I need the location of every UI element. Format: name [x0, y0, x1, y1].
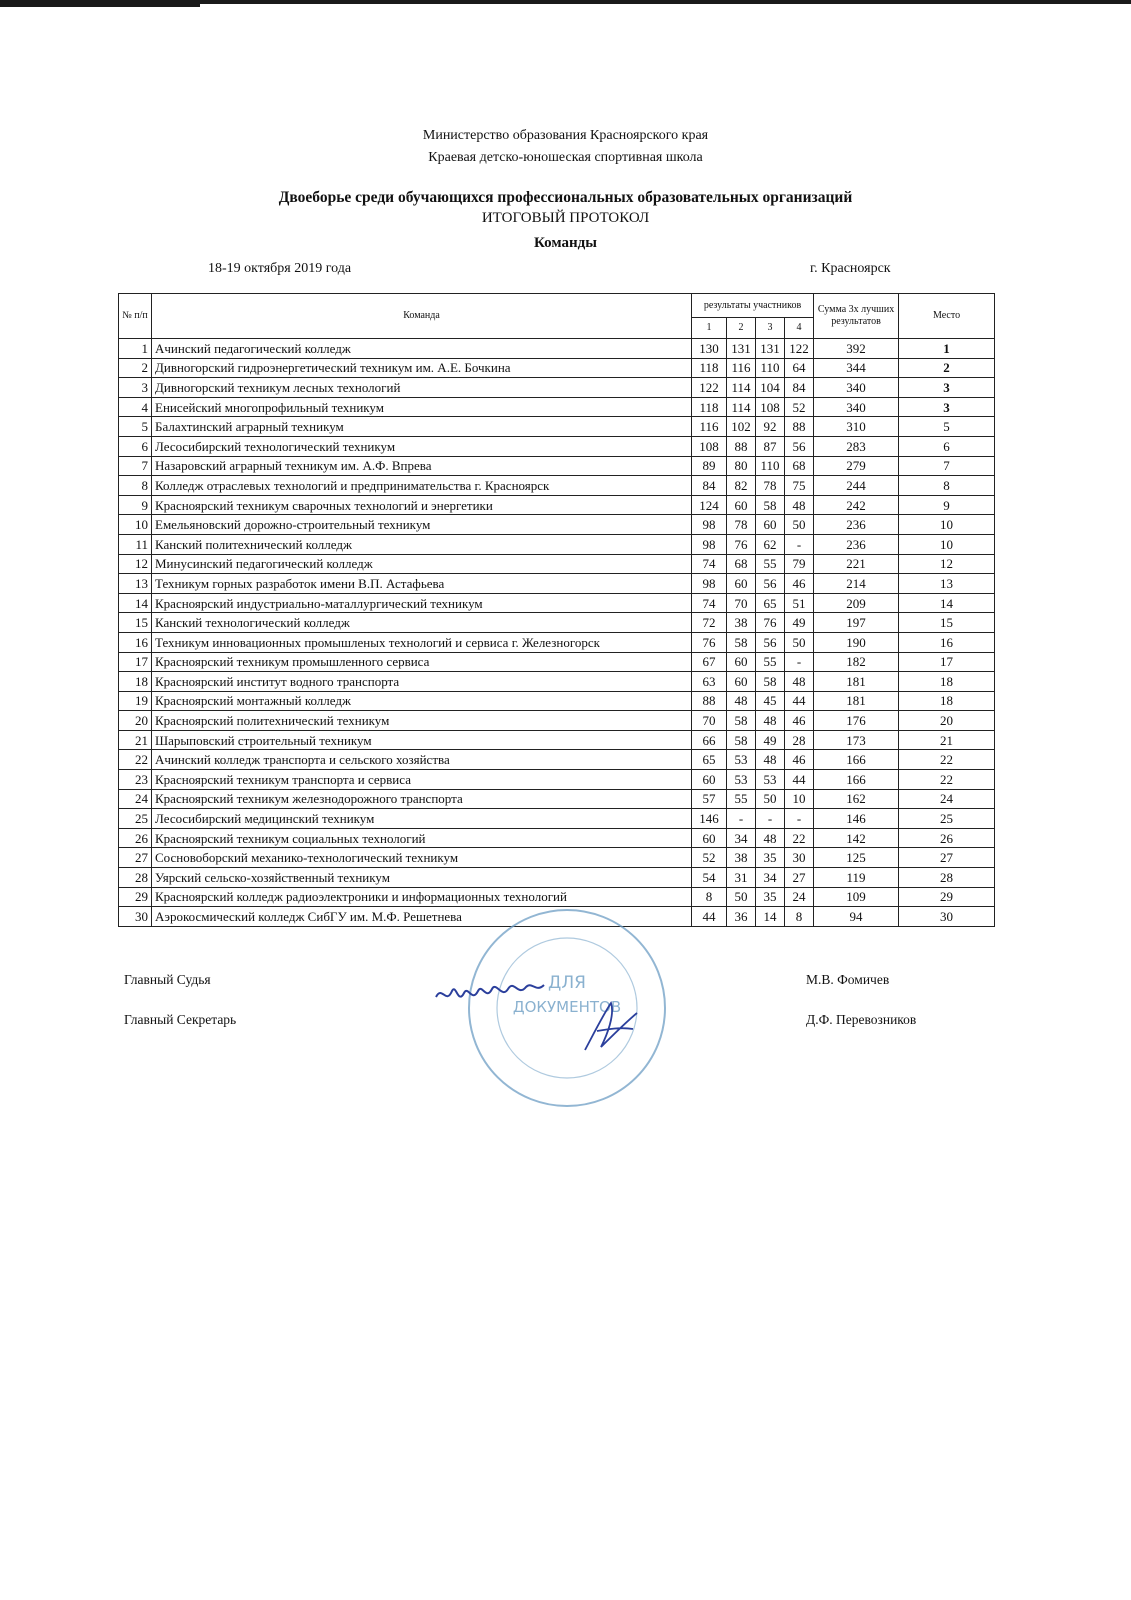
result-4: 49	[785, 613, 814, 633]
table-row	[119, 436, 995, 456]
result-2: 78	[727, 515, 756, 535]
team-name: Красноярский монтажный колледж	[152, 691, 692, 711]
team-name: Красноярский институт водного транспорта	[152, 672, 692, 692]
result-3: 34	[756, 868, 785, 888]
table-row	[119, 593, 995, 613]
result-2: 55	[727, 789, 756, 809]
row-number: 26	[119, 828, 152, 848]
result-1: 108	[692, 436, 727, 456]
table-row	[119, 848, 995, 868]
result-1: 63	[692, 672, 727, 692]
team-name: Балахтинский аграрный техникум	[152, 417, 692, 437]
result-4: 79	[785, 554, 814, 574]
category-title: Команды	[534, 235, 597, 251]
table-row	[119, 554, 995, 574]
event-title: Двоеборье среди обучающихся профессиональных образовательных организаций	[278, 189, 853, 206]
place: 22	[899, 750, 995, 770]
table-row	[119, 652, 995, 672]
result-3: 92	[756, 417, 785, 437]
team-name: Ачинский колледж транспорта и сельского хозяйства	[152, 750, 692, 770]
result-1: 84	[692, 476, 727, 496]
result-3: 45	[756, 691, 785, 711]
result-3: 50	[756, 789, 785, 809]
result-4: -	[785, 534, 814, 554]
result-1: 44	[692, 907, 727, 927]
result-3: 55	[756, 652, 785, 672]
result-2: 36	[727, 907, 756, 927]
result-2: 60	[727, 672, 756, 692]
sum-best-three: 209	[814, 593, 899, 613]
result-4: 50	[785, 632, 814, 652]
result-1: 130	[692, 339, 727, 359]
result-3: 48	[756, 828, 785, 848]
result-1: 124	[692, 495, 727, 515]
table-row	[119, 750, 995, 770]
result-2: 53	[727, 750, 756, 770]
team-name: Енисейский многопрофильный техникум	[152, 397, 692, 417]
sum-best-three: 244	[814, 476, 899, 496]
place: 18	[899, 691, 995, 711]
svg-text:ДОКУМЕНТОВ: ДОКУМЕНТОВ	[512, 998, 622, 1016]
table-row	[119, 868, 995, 888]
chief-judge-title: Главный Судья	[124, 972, 211, 987]
result-2: 102	[727, 417, 756, 437]
row-number: 25	[119, 809, 152, 829]
team-name: Колледж отраслевых технологий и предпринимательства г. Красноярск	[152, 476, 692, 496]
team-name: Красноярский индустриально-маталлургический техникум	[152, 593, 692, 613]
result-1: 88	[692, 691, 727, 711]
team-name: Красноярский колледж радиоэлектроники и информационных технологий	[152, 887, 692, 907]
sum-best-three: 125	[814, 848, 899, 868]
row-number: 19	[119, 691, 152, 711]
table-row	[119, 515, 995, 535]
result-1: 118	[692, 397, 727, 417]
result-2: 38	[727, 848, 756, 868]
team-name: Красноярский техникум промышленного сервиса	[152, 652, 692, 672]
result-3: 48	[756, 711, 785, 731]
col-header-results: результаты участников	[692, 294, 814, 318]
row-number: 8	[119, 476, 152, 496]
table-row	[119, 789, 995, 809]
result-4: 56	[785, 436, 814, 456]
sum-best-three: 310	[814, 417, 899, 437]
col-header-p2: 2	[727, 318, 756, 339]
result-4: 51	[785, 593, 814, 613]
result-4: 24	[785, 887, 814, 907]
result-4: 28	[785, 730, 814, 750]
team-name: Дивногорский гидроэнергетический техникум им. А.Е. Бочкина	[152, 358, 692, 378]
team-name: Шарыповский строительный техникум	[152, 730, 692, 750]
team-name: Красноярский техникум социальных технологий	[152, 828, 692, 848]
result-4: 64	[785, 358, 814, 378]
result-2: 114	[727, 378, 756, 398]
row-number: 3	[119, 378, 152, 398]
result-3: 110	[756, 456, 785, 476]
result-4: 75	[785, 476, 814, 496]
sum-best-three: 176	[814, 711, 899, 731]
row-number: 17	[119, 652, 152, 672]
sum-best-three: 340	[814, 397, 899, 417]
col-header-sum: Сумма 3х лучших результатов	[814, 294, 899, 339]
table-row	[119, 574, 995, 594]
result-4: 48	[785, 672, 814, 692]
sum-best-three: 236	[814, 515, 899, 535]
place: 20	[899, 711, 995, 731]
result-3: 58	[756, 672, 785, 692]
team-name: Емельяновский дорожно-строительный техникум	[152, 515, 692, 535]
sum-best-three: 109	[814, 887, 899, 907]
team-name: Красноярский техникум железнодорожного транспорта	[152, 789, 692, 809]
sum-best-three: 119	[814, 868, 899, 888]
table-row	[119, 711, 995, 731]
result-3: 58	[756, 495, 785, 515]
row-number: 15	[119, 613, 152, 633]
place: 5	[899, 417, 995, 437]
sum-best-three: 146	[814, 809, 899, 829]
result-2: 53	[727, 770, 756, 790]
result-2: 82	[727, 476, 756, 496]
row-number: 29	[119, 887, 152, 907]
team-name: Техникум инновационных промышленых технологий и сервиса г. Железногорск	[152, 632, 692, 652]
place: 26	[899, 828, 995, 848]
row-number: 27	[119, 848, 152, 868]
result-1: 60	[692, 828, 727, 848]
team-name: Аэрокосмический колледж СибГУ им. М.Ф. Решетнева	[152, 907, 692, 927]
result-3: 14	[756, 907, 785, 927]
row-number: 24	[119, 789, 152, 809]
row-number: 14	[119, 593, 152, 613]
event-date: 18-19 октября 2019 года	[208, 261, 352, 276]
sum-best-three: 181	[814, 672, 899, 692]
place: 21	[899, 730, 995, 750]
scan-edge	[0, 0, 1131, 30]
result-2: 60	[727, 495, 756, 515]
sum-best-three: 236	[814, 534, 899, 554]
result-1: 54	[692, 868, 727, 888]
place: 22	[899, 770, 995, 790]
place: 2	[899, 358, 995, 378]
result-2: 58	[727, 711, 756, 731]
result-2: 58	[727, 632, 756, 652]
row-number: 2	[119, 358, 152, 378]
result-3: 48	[756, 750, 785, 770]
sum-best-three: 344	[814, 358, 899, 378]
result-1: 66	[692, 730, 727, 750]
table-row	[119, 495, 995, 515]
row-number: 23	[119, 770, 152, 790]
table-row	[119, 339, 995, 359]
row-number: 9	[119, 495, 152, 515]
event-city: г. Красноярск	[810, 261, 891, 276]
result-3: 62	[756, 534, 785, 554]
results-body	[119, 339, 995, 927]
row-number: 10	[119, 515, 152, 535]
result-1: 57	[692, 789, 727, 809]
sum-best-three: 182	[814, 652, 899, 672]
place: 9	[899, 495, 995, 515]
result-1: 76	[692, 632, 727, 652]
result-3: 78	[756, 476, 785, 496]
result-3: 56	[756, 632, 785, 652]
place: 14	[899, 593, 995, 613]
sum-best-three: 142	[814, 828, 899, 848]
row-number: 7	[119, 456, 152, 476]
result-3: 35	[756, 887, 785, 907]
col-header-p1: 1	[692, 318, 727, 339]
result-3: 55	[756, 554, 785, 574]
row-number: 21	[119, 730, 152, 750]
ministry-name: Министерство образования Красноярского края	[422, 128, 709, 143]
result-2: 38	[727, 613, 756, 633]
result-3: 104	[756, 378, 785, 398]
result-4: 50	[785, 515, 814, 535]
result-4: 84	[785, 378, 814, 398]
table-row	[119, 691, 995, 711]
result-3: 87	[756, 436, 785, 456]
protocol-title: ИТОГОВЫЙ ПРОТОКОЛ	[481, 210, 650, 226]
place: 29	[899, 887, 995, 907]
result-2: 88	[727, 436, 756, 456]
team-name: Красноярский техникум транспорта и сервиса	[152, 770, 692, 790]
result-4: 22	[785, 828, 814, 848]
row-number: 12	[119, 554, 152, 574]
col-header-place: Место	[899, 294, 995, 339]
result-2: 48	[727, 691, 756, 711]
result-2: -	[727, 809, 756, 829]
team-name: Уярский сельско-хозяйственный техникум	[152, 868, 692, 888]
result-1: 67	[692, 652, 727, 672]
place: 28	[899, 868, 995, 888]
result-2: 31	[727, 868, 756, 888]
result-1: 74	[692, 593, 727, 613]
place: 8	[899, 476, 995, 496]
place: 15	[899, 613, 995, 633]
result-3: 60	[756, 515, 785, 535]
sum-best-three: 279	[814, 456, 899, 476]
row-number: 4	[119, 397, 152, 417]
result-2: 70	[727, 593, 756, 613]
place: 25	[899, 809, 995, 829]
sum-best-three: 283	[814, 436, 899, 456]
result-3: 53	[756, 770, 785, 790]
place: 3	[899, 378, 995, 398]
judge-signature	[432, 975, 562, 1015]
result-4: -	[785, 809, 814, 829]
result-3: 65	[756, 593, 785, 613]
team-name: Красноярский техникум сварочных технологий и энергетики	[152, 495, 692, 515]
row-number: 22	[119, 750, 152, 770]
team-name: Ачинский педагогический колледж	[152, 339, 692, 359]
table-row	[119, 632, 995, 652]
row-number: 28	[119, 868, 152, 888]
team-name: Канский технологический колледж	[152, 613, 692, 633]
result-3: 131	[756, 339, 785, 359]
result-2: 131	[727, 339, 756, 359]
row-number: 11	[119, 534, 152, 554]
table-row	[119, 397, 995, 417]
result-1: 70	[692, 711, 727, 731]
col-header-team: Команда	[152, 294, 692, 339]
chief-secretary-title: Главный Секретарь	[124, 1012, 237, 1027]
sum-best-three: 162	[814, 789, 899, 809]
result-2: 58	[727, 730, 756, 750]
result-4: 122	[785, 339, 814, 359]
results-table	[118, 293, 995, 927]
result-4: 8	[785, 907, 814, 927]
sum-best-three: 166	[814, 750, 899, 770]
result-2: 34	[727, 828, 756, 848]
team-name: Техникум горных разработок имени В.П. Астафьева	[152, 574, 692, 594]
place: 16	[899, 632, 995, 652]
svg-text:ДЛЯ: ДЛЯ	[548, 973, 586, 993]
table-row	[119, 730, 995, 750]
result-4: 88	[785, 417, 814, 437]
result-2: 116	[727, 358, 756, 378]
col-header-p4: 4	[785, 318, 814, 339]
result-1: 8	[692, 887, 727, 907]
result-1: 118	[692, 358, 727, 378]
team-name: Сосновоборский механико-технологический техникум	[152, 848, 692, 868]
result-1: 74	[692, 554, 727, 574]
result-4: 44	[785, 770, 814, 790]
row-number: 18	[119, 672, 152, 692]
result-4: -	[785, 652, 814, 672]
result-2: 68	[727, 554, 756, 574]
result-2: 76	[727, 534, 756, 554]
result-4: 30	[785, 848, 814, 868]
sum-best-three: 242	[814, 495, 899, 515]
place: 17	[899, 652, 995, 672]
result-1: 98	[692, 534, 727, 554]
place: 10	[899, 534, 995, 554]
secretary-signature	[575, 995, 645, 1060]
school-name: Краевая детско-юношеская спортивная школа	[428, 150, 703, 165]
result-4: 46	[785, 711, 814, 731]
result-3: 49	[756, 730, 785, 750]
sum-best-three: 190	[814, 632, 899, 652]
sum-best-three: 214	[814, 574, 899, 594]
place: 24	[899, 789, 995, 809]
result-1: 98	[692, 515, 727, 535]
result-3: 110	[756, 358, 785, 378]
table-row	[119, 828, 995, 848]
result-4: 27	[785, 868, 814, 888]
table-row	[119, 358, 995, 378]
result-1: 52	[692, 848, 727, 868]
result-4: 68	[785, 456, 814, 476]
row-number: 1	[119, 339, 152, 359]
result-4: 10	[785, 789, 814, 809]
place: 30	[899, 907, 995, 927]
team-name: Лесосибирский медицинский техникум	[152, 809, 692, 829]
place: 1	[899, 339, 995, 359]
result-2: 60	[727, 574, 756, 594]
sum-best-three: 173	[814, 730, 899, 750]
result-1: 116	[692, 417, 727, 437]
team-name: Назаровский аграрный техникум им. А.Ф. Впрева	[152, 456, 692, 476]
result-1: 89	[692, 456, 727, 476]
row-number: 20	[119, 711, 152, 731]
row-number: 6	[119, 436, 152, 456]
table-row	[119, 613, 995, 633]
team-name: Дивногорский техникум лесных технологий	[152, 378, 692, 398]
row-number: 5	[119, 417, 152, 437]
result-2: 60	[727, 652, 756, 672]
table-row	[119, 378, 995, 398]
result-3: 56	[756, 574, 785, 594]
result-1: 98	[692, 574, 727, 594]
result-4: 46	[785, 750, 814, 770]
sum-best-three: 166	[814, 770, 899, 790]
table-row	[119, 887, 995, 907]
table-row	[119, 809, 995, 829]
result-3: 35	[756, 848, 785, 868]
result-1: 122	[692, 378, 727, 398]
sum-best-three: 340	[814, 378, 899, 398]
result-4: 48	[785, 495, 814, 515]
result-4: 52	[785, 397, 814, 417]
result-1: 60	[692, 770, 727, 790]
sum-best-three: 221	[814, 554, 899, 574]
sum-best-three: 392	[814, 339, 899, 359]
result-4: 44	[785, 691, 814, 711]
sum-best-three: 94	[814, 907, 899, 927]
place: 10	[899, 515, 995, 535]
sum-best-three: 181	[814, 691, 899, 711]
place: 12	[899, 554, 995, 574]
place: 7	[899, 456, 995, 476]
chief-judge-name: М.В. Фомичев	[806, 972, 890, 987]
place: 27	[899, 848, 995, 868]
col-header-p3: 3	[756, 318, 785, 339]
result-2: 80	[727, 456, 756, 476]
row-number: 13	[119, 574, 152, 594]
chief-secretary-name: Д.Ф. Перевозников	[806, 1012, 917, 1027]
result-1: 65	[692, 750, 727, 770]
table-row	[119, 534, 995, 554]
team-name: Лесосибирский технологический техникум	[152, 436, 692, 456]
place: 6	[899, 436, 995, 456]
result-3: -	[756, 809, 785, 829]
place: 13	[899, 574, 995, 594]
result-2: 50	[727, 887, 756, 907]
table-row	[119, 417, 995, 437]
team-name: Красноярский политехнический техникум	[152, 711, 692, 731]
result-1: 146	[692, 809, 727, 829]
place: 3	[899, 397, 995, 417]
team-name: Минусинский педагогический колледж	[152, 554, 692, 574]
result-3: 108	[756, 397, 785, 417]
table-row	[119, 770, 995, 790]
col-header-num: № п/п	[119, 294, 152, 339]
table-row	[119, 456, 995, 476]
table-row	[119, 672, 995, 692]
sum-best-three: 197	[814, 613, 899, 633]
result-3: 76	[756, 613, 785, 633]
place: 18	[899, 672, 995, 692]
table-row	[119, 476, 995, 496]
row-number: 30	[119, 907, 152, 927]
team-name: Канский политехнический колледж	[152, 534, 692, 554]
result-4: 46	[785, 574, 814, 594]
row-number: 16	[119, 632, 152, 652]
result-1: 72	[692, 613, 727, 633]
result-2: 114	[727, 397, 756, 417]
